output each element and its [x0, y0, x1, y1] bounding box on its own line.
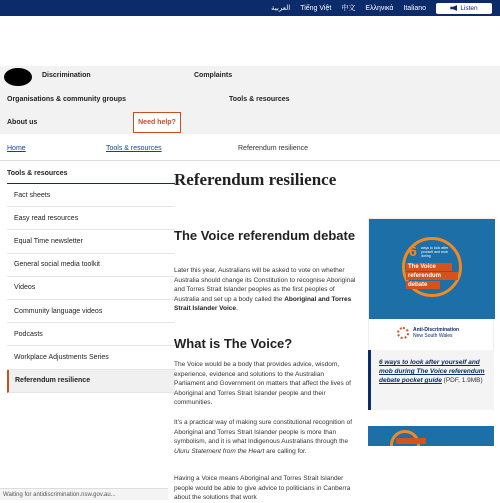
sidebar-item-community-videos[interactable]: Community language videos	[7, 300, 175, 323]
sidebar-item-fact-sheets[interactable]: Fact sheets	[7, 184, 175, 207]
browser-status-bar: Waiting for antidiscrimination.nsw.gov.au...	[0, 488, 168, 500]
sidebar-item-equal-time[interactable]: Equal Time newsletter	[7, 230, 175, 253]
pocket-guide-image	[369, 219, 495, 319]
listen-button[interactable]	[436, 3, 492, 14]
having-voice-paragraph: Having a Voice means Aboriginal and Torres Strait Islander people would be able to give advice to politicians in Canberra about the solutions that work	[174, 475, 351, 501]
breadcrumb-tools[interactable]: Tools & resources	[106, 145, 162, 152]
sidebar-item-social-toolkit[interactable]: General social media toolkit	[7, 254, 175, 277]
nav-complaints[interactable]: Complaints	[194, 72, 233, 79]
sidebar-item-easy-read[interactable]: Easy read resources	[7, 207, 175, 230]
nav-about-us[interactable]: About us	[7, 119, 38, 126]
breadcrumb-home[interactable]: Home	[7, 145, 26, 152]
anti-discrimination-logo-icon	[397, 327, 409, 339]
decorative-bar-2	[396, 438, 426, 444]
pocket-guide-card[interactable]	[368, 218, 494, 352]
lang-chinese[interactable]: 中文	[341, 5, 356, 12]
breadcrumb-divider	[0, 160, 500, 161]
guide-line-1: The Voice	[406, 263, 452, 271]
guide-number: 6	[409, 243, 417, 259]
intro-paragraph: Later this year, Australians will be asked to vote on whether Australia should change its Constitution to recognise Aboriginal and Torres Strait Islander peoples as the first peoples of Australia and set up a body called the Aboriginal and Torres Strait Islander Voice.	[174, 267, 356, 312]
guide-line-3: debate	[406, 281, 440, 289]
lang-italian[interactable]: Italiano	[403, 4, 426, 12]
uluru-statement: Uluru Statement from the Heart	[174, 447, 265, 455]
pocket-guide-link[interactable]: 6 ways to look after yourself and mob during The Voice referendum debate pocket guide	[379, 359, 485, 384]
site-logo[interactable]	[4, 68, 32, 86]
sidebar-item-videos[interactable]: Videos	[7, 277, 175, 300]
language-bar	[0, 0, 500, 16]
second-resource-card[interactable]	[368, 426, 494, 446]
lang-arabic[interactable]: العربية	[271, 5, 291, 12]
debate-heading: The Voice referendum debate	[174, 228, 356, 243]
org-name: Anti-Discrimination New South Wales	[413, 327, 460, 339]
need-help-button[interactable]: Need help?	[133, 112, 181, 133]
pocket-guide-link-box	[368, 350, 494, 410]
nav-organisations[interactable]: Organisations & community groups	[7, 96, 127, 103]
guide-line-2: referendum	[406, 272, 458, 280]
breadcrumb-current: Referendum resilience	[238, 145, 309, 152]
nav-tools-resources[interactable]: Tools & resources	[229, 96, 290, 103]
voice-description: The Voice would be a body that provides advice, wisdom, experience, evidence and solutions to the Australian Parliament and Government on matters that affect the lives of Aboriginal and Torres Strait Islander people and their communities.	[174, 361, 351, 406]
lang-vietnamese[interactable]: Tiếng Việt	[300, 4, 332, 12]
nav-discrimination[interactable]: Discrimination	[42, 72, 91, 79]
pocket-guide-meta: (PDF, 1.9MB)	[441, 377, 483, 384]
guide-small-text: ways to look after yourself and mob during	[421, 246, 449, 258]
listen-label: Listen	[460, 4, 478, 12]
voice-body-name: Aboriginal and Torres Strait Islander Voice	[174, 295, 352, 312]
sidebar-item-workplace[interactable]: Workplace Adjustments Series	[7, 346, 175, 369]
page-title: Referendum resilience	[174, 170, 337, 189]
practical-paragraph: It’s a practical way of making sure constitutional recognition of Aboriginal and Torres Strait Islander people is more than symbolism, and it is what Indigenous Australians through the Uluru Statement from the Heart are calling for.	[174, 419, 352, 455]
what-is-voice-heading: What is The Voice?	[174, 336, 293, 351]
sidebar-item-referendum[interactable]: Referendum resilience	[7, 370, 175, 393]
sidebar-title[interactable]: Tools & resources	[7, 170, 175, 184]
sidebar-item-podcasts[interactable]: Podcasts	[7, 323, 175, 346]
speaker-icon	[450, 5, 457, 11]
lang-greek[interactable]: Ελληνικά	[365, 4, 394, 12]
sidebar	[7, 170, 175, 393]
